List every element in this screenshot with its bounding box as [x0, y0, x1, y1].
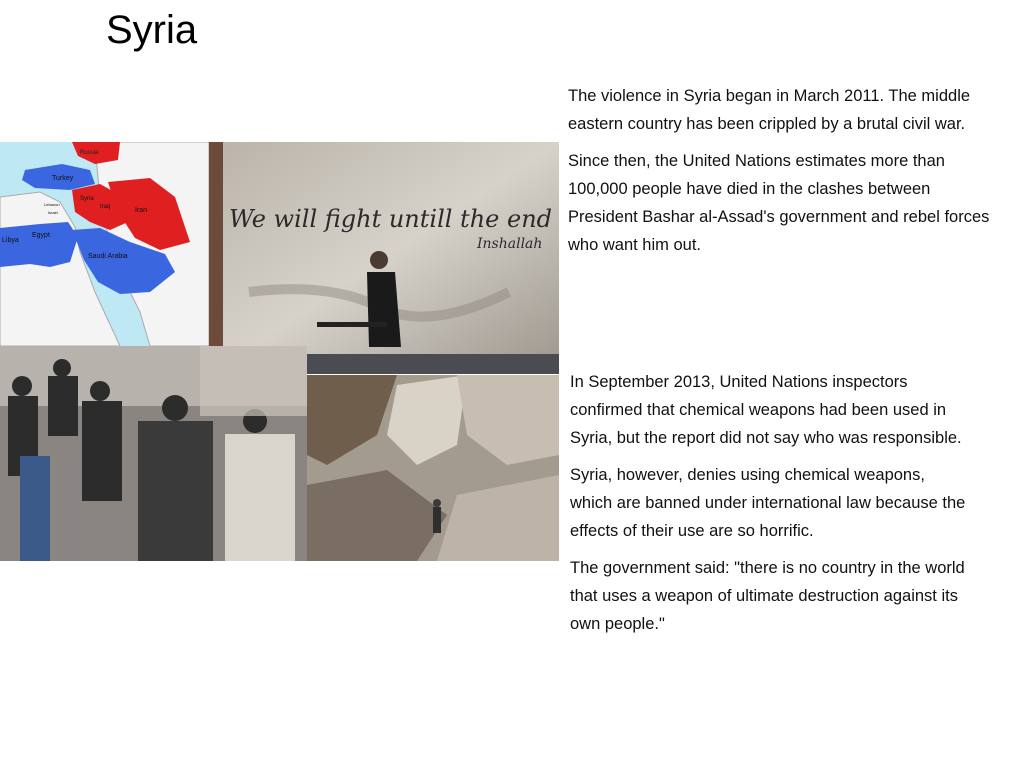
map-label-turkey: Turkey	[52, 175, 74, 182]
map-label-israel: Israel	[48, 210, 58, 215]
crowd-photo	[0, 346, 307, 561]
map-label-iran: Iran	[135, 207, 148, 214]
rubble-photo	[307, 375, 559, 561]
graffiti-text: We will fight untill the end	[229, 205, 553, 233]
chemical-weapons-text-box	[570, 368, 970, 647]
paragraph: The violence in Syria began in March 2011. The middle eastern country has been crippled by a brutal civil war.	[568, 87, 971, 133]
map-label-libya: Libya	[2, 237, 19, 244]
graffiti-text-2: Inshallah	[477, 236, 543, 252]
map-label-saudi-arabia: Saudi Arabia	[88, 253, 128, 260]
middle-east-map	[0, 142, 209, 346]
map-label-egypt: Egypt	[32, 232, 50, 239]
slide-title: Syria	[106, 8, 198, 52]
paragraph: Syria, however, denies using chemical weapons, which are banned under international law because the effects of their use are so horrific.	[570, 466, 966, 540]
intro-text-box	[568, 82, 998, 268]
map-label-syria: Syria	[80, 196, 94, 202]
paragraph: The government said: "there is no country in the world that uses a weapon of ultimate destruction against its own people."	[570, 559, 965, 633]
graffiti-wall-photo	[209, 142, 559, 374]
map-label-russia: Russia	[80, 150, 99, 156]
paragraph: In September 2013, United Nations inspectors confirmed that chemical weapons had been used in Syria, but the report did not say who was responsible.	[570, 373, 962, 447]
map-label-iraq: Iraq	[100, 204, 111, 210]
map-label-lebanon: Lebanon	[44, 202, 60, 207]
paragraph: Since then, the United Nations estimates more than 100,000 people have died in the clashes between President Bashar al-Assad's government and rebel forces who want him out.	[568, 152, 990, 254]
